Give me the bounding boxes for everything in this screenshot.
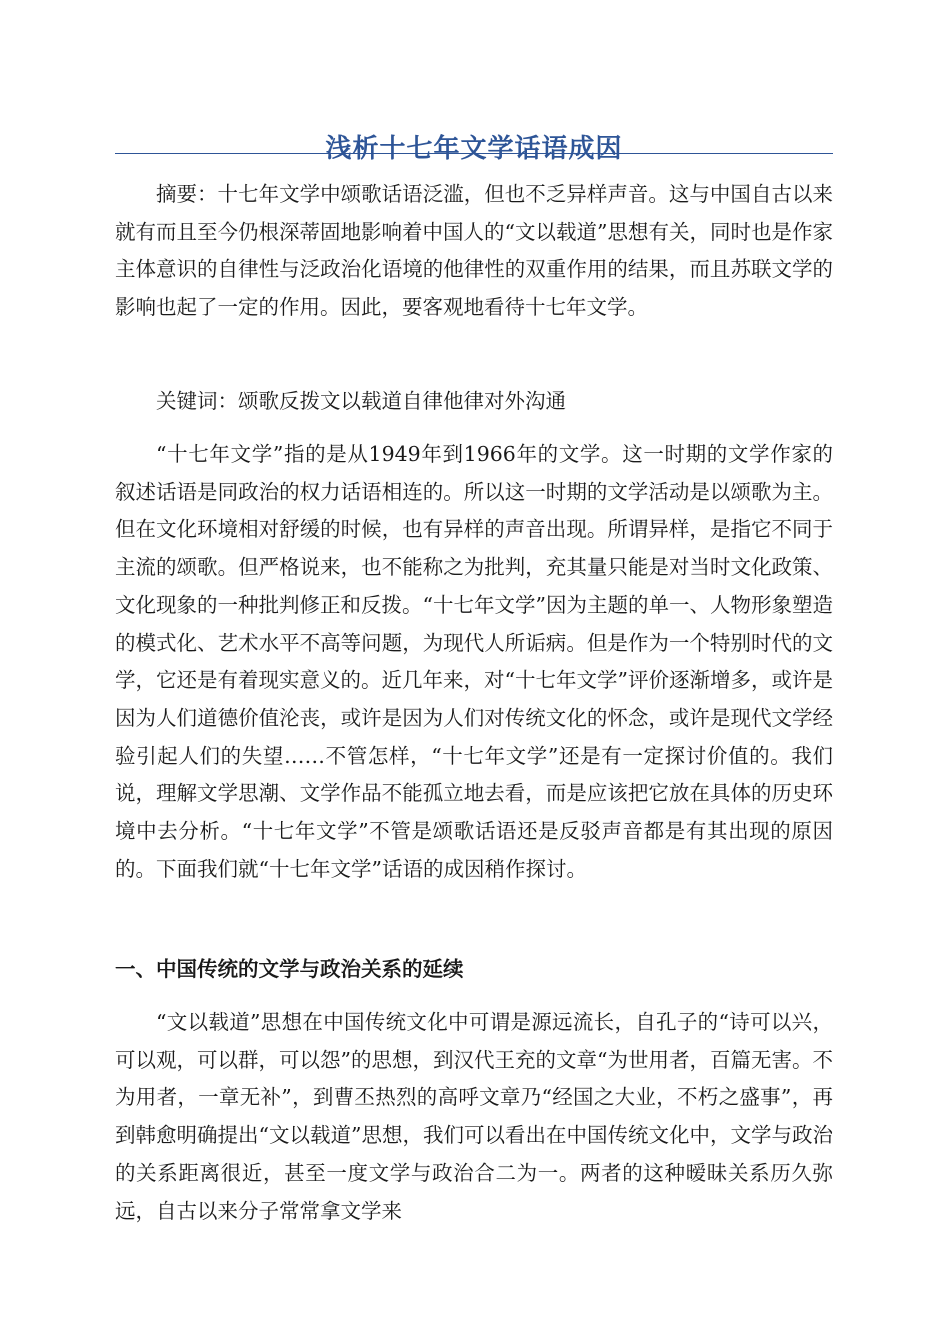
keywords-paragraph: 关键词：颂歌反拨文以载道自律他律对外沟通 bbox=[156, 389, 566, 413]
section-heading-1: 一、中国传统的文学与政治关系的延续 bbox=[115, 957, 464, 981]
title-underline bbox=[115, 153, 833, 154]
body-paragraph-intro: “十七年文学”指的是从1949年到1966年的文学。这一时期的文学作家的叙述话语是同政治的权力话语相连的。所以这一时期的文学活动是以颂歌为主。但在文化环境相对舒缓的时候，也有异样的声音出现。所谓异样，是指它不同于主流的颂歌。但严格说来，也不能称之为批判，充其量只能是对当时文化政策、文化现象的一种批判修正和反拨。“十七年文学”因为主题的单一、人物形象塑造的模式化、艺术水平不高等问题，为现代人所诟病。但是作为一个特别时代的文学，它还是有着现实意义的。近几年来，对“十七年文学”评价逐渐增多，或许是因为人们道德价值沦丧，或许是因为人们对传统文化的怀念，或许是现代文学经验引起人们的失望……不管怎样，“十七年文学”还是有一定探讨价值的。我们说，理解文学思潮、文学作品不能孤立地去看，而是应该把它放在具体的历史环境中去分析。“十七年文学”不管是颂歌话语还是反驳声音都是有其出现的原因的。下面我们就“十七年文学”话语的成因稍作探讨。 bbox=[115, 442, 833, 881]
document-title: 浅析十七年文学话语成因 bbox=[325, 134, 623, 165]
abstract-paragraph: 摘要：十七年文学中颂歌话语泛滥，但也不乏异样声音。这与中国自古以来就有而且至今仍根深蒂固地影响着中国人的“文以载道”思想有关，同时也是作家主体意识的自律性与泛政治化语境的他律性的双重作用的结果，而且苏联文学的影响也起了一定的作用。因此，要客观地看待十七年文学。 bbox=[115, 182, 833, 320]
body-paragraph-section-1: “文以载道”思想在中国传统文化中可谓是源远流长，自孔子的“诗可以兴，可以观，可以群，可以怨”的思想，到汉代王充的文章“为世用者，百篇无害。不为用者，一章无补”，到曹丕热烈的高呼文章乃“经国之大业，不朽之盛事”，再到韩愈明确提出“文以载道”思想，我们可以看出在中国传统文化中，文学与政治的关系距离很近，甚至一度文学与政治合二为一。两者的这种暧昧关系历久弥远，自古以来分子常常拿文学来 bbox=[115, 1010, 833, 1223]
